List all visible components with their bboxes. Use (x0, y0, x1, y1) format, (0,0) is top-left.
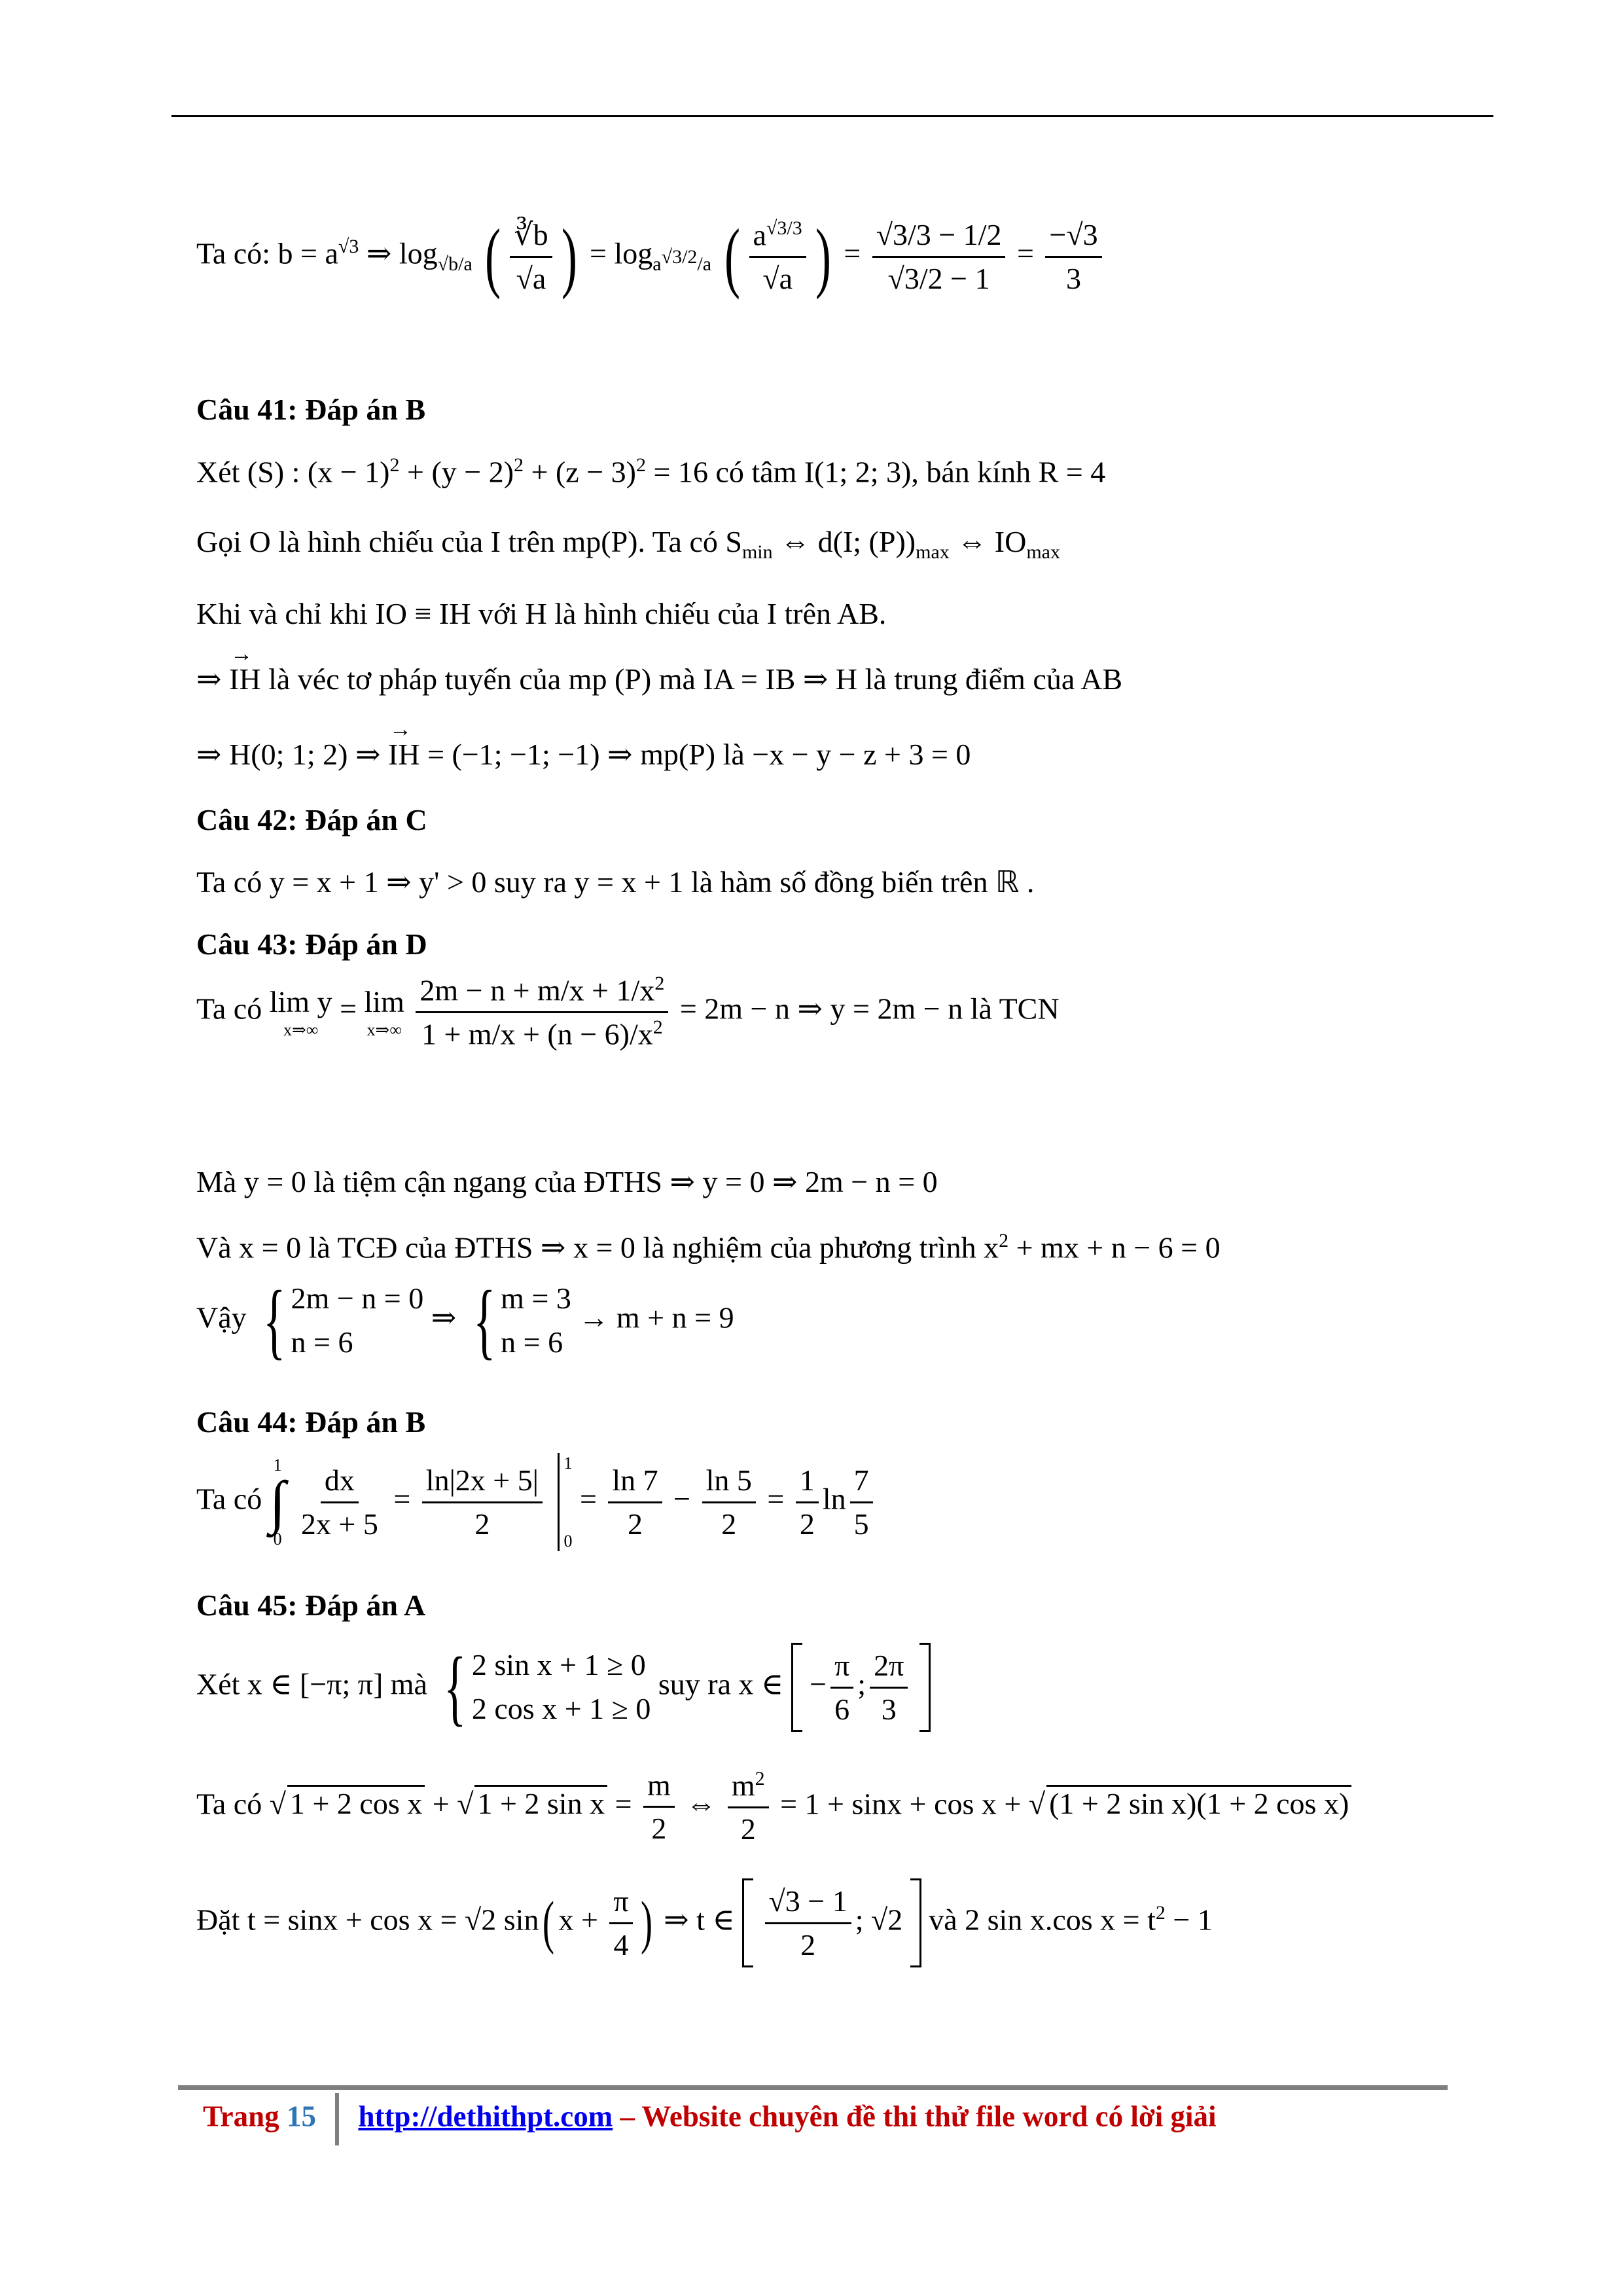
heading-cau-45: Câu 45: Đáp án A (196, 1588, 426, 1622)
text-tiem-can: là tiệm cận ngang của ĐTHS (313, 1165, 662, 1198)
text-la-tcn: là TCN (970, 992, 1060, 1026)
footer-page-label: Trang (203, 2100, 279, 2133)
log-equation: Ta có: $b = a^{√3}$ ⇒ $\log_{√b/a}$ ( $\frac{∛b}{√a}$ ) = $\log_{a^{√3/2}/a}$ ( $\frac{a^{√3/3}}{√a}$ ) = $\frac{√3/3 - 1/2}{√3/2 - 1}$ = $\frac{-√3}{3}$ (196, 209, 1106, 304)
plane-result-line: ⇒ H(0; 1; 2) ⇒ IH → = (−1; −1; −1) ⇒ mp(P) là −x − y − z + 3 = 0 (196, 736, 971, 772)
text-ta-co-2: Ta có (196, 865, 262, 899)
text-ta-co-inline: . Ta có (637, 525, 718, 558)
condition-line: Khi và chỉ khi IO ≡ IH với H là hình chiếu của I trên AB. (196, 597, 887, 630)
text-voi-h: với H là hình chiếu của I trên AB. (478, 597, 887, 630)
heading-cau-41: Câu 41: Đáp án B (196, 393, 426, 426)
text-ta-co-5: Ta có (196, 1787, 262, 1821)
text-tcd: là TCĐ của ĐTHS (308, 1230, 533, 1265)
text-ma-2: Mà (196, 1165, 237, 1198)
text-suy-ra: suy ra (493, 865, 567, 899)
asymptote-line: Mà y = 0 là tiệm cận ngang của ĐTHS ⇒ y = 0 ⇒ 2m − n = 0 (196, 1165, 938, 1198)
projection-line: Gọi O là hình chiếu của I trên mp(P). Ta có $S_{min}$ ⇔ d(I; $(P))_{max}$ ⇔ $IO_{max}$ (196, 525, 1060, 564)
footer-page-number: 15 (286, 2100, 316, 2133)
text-la-vec-to: là véc tơ pháp tuyến của mp (268, 662, 607, 696)
system-line: Vậy { 2m − n = 0 n = 6 ⇒ { m = 3 n = 6 → m + n = 9 (196, 1274, 734, 1368)
root-equation-line: Ta có √ 1 + 2 cos x + √ 1 + 2 sin x = $\frac{m}{2}$ ⇔ $\frac{m^2}{2}$ = 1 + sinx + cos x + √ (1 + 2 sin x)(1 + 2 cos x) (196, 1767, 1351, 1847)
vertical-asymptote-line: Và x = 0 là TCĐ của ĐTHS ⇒ x = 0 là nghiệm của phương trình $x^2$ + mx + n − 6 = 0 (196, 1230, 1221, 1265)
text-dong-bien: là hàm số đồng biến trên (690, 865, 988, 899)
heading-cau-42: Câu 42: Đáp án C (196, 803, 427, 836)
text-xet: Xét (196, 455, 240, 489)
text-va: Và (196, 1230, 232, 1265)
text-goi-o: Gọi O là hình chiếu của I trên (196, 525, 555, 558)
text-ta-co: Ta có: (196, 236, 271, 270)
text-ta-co-3: Ta có (196, 992, 262, 1026)
normal-vector-line: ⇒ IH → là véc tơ pháp tuyến của mp (P) mà IA = IB ⇒ H là trung điểm của AB (196, 661, 1122, 697)
integral-line: Ta có 1 ∫ 0 $\frac{dx}{2x + 5}$ = $\frac{\ln|2x + 5|}{2}$ 1 0 = $\frac{\ln 7}{2}$ − $\frac{\ln 5}{2}$ = $\frac{1}{2}$ ln $\frac{7}{5}$ (196, 1453, 877, 1551)
text-dat: Đặt (196, 1903, 240, 1937)
text-suy-ra-2: suy ra (658, 1667, 732, 1701)
text-xet-2: Xét (196, 1667, 240, 1701)
substitution-line: Đặt t = sinx + cos x = √2 sin( x + $\frac{\pi}{4}$ ) ⇒ t ∈ $\frac{√3 - 1}{2}$ ; √2 và 2 sin x.cos $x = t^2 - 1$ (196, 1878, 1213, 1967)
sphere-equation: Xét (S) : $(x - 1)^2 + (y - 2)^2 + (z - 3)^2 = 16$ có tâm I(1; 2; 3), bán kính R = 4 (196, 454, 1106, 489)
text-ma: mà (658, 662, 696, 696)
monotone-line: Ta có y = x + 1 ⇒ y' > 0 suy ra y = x + 1 là hàm số đồng biến trên ℝ . (196, 864, 1035, 899)
footer-rule (178, 2085, 1448, 2090)
domain-line: Xét x ∈ [−π; π] mà { 2 sin x + 1 ≥ 0 2 cos x + 1 ≥ 0 suy ra x ∈ − $\frac{\pi}{6}$ ; $\frac{2\pi}{3}$ (196, 1636, 931, 1738)
text-ban-kinh: , bán kính (911, 455, 1031, 489)
text-ma-3: mà (390, 1667, 427, 1701)
footer-tagline: – Website chuyên đề thi thử file word có lời giải (620, 2100, 1217, 2133)
text-vay: Vậy (196, 1300, 247, 1335)
text-va-2: và (929, 1903, 957, 1937)
footer-separator (335, 2093, 339, 2145)
limit-line: Ta có lim y x⇒∞ = lim x⇒∞ $\frac{2m - n + m/x + 1/x^2}{1 + m/x + (n - 6)/x^2}$ = 2m − n ⇒ y = 2m − n là TCN (196, 973, 1060, 1050)
footer-link[interactable]: http://dethithpt.com (358, 2100, 613, 2133)
text-la: là (722, 738, 745, 771)
header-rule (171, 115, 1493, 117)
text-nghiem: là nghiệm của phương trình (643, 1230, 976, 1265)
heading-cau-43: Câu 43: Đáp án D (196, 927, 427, 961)
heading-cau-44: Câu 44: Đáp án B (196, 1405, 426, 1439)
text-co-tam: có tâm (715, 455, 797, 489)
footer (203, 2093, 1217, 2145)
text-ta-co-4: Ta có (196, 1482, 262, 1516)
text-trung-diem: H là trung điểm của AB (835, 662, 1123, 696)
text-khi-va-chi-khi: Khi và chỉ khi (196, 597, 368, 630)
